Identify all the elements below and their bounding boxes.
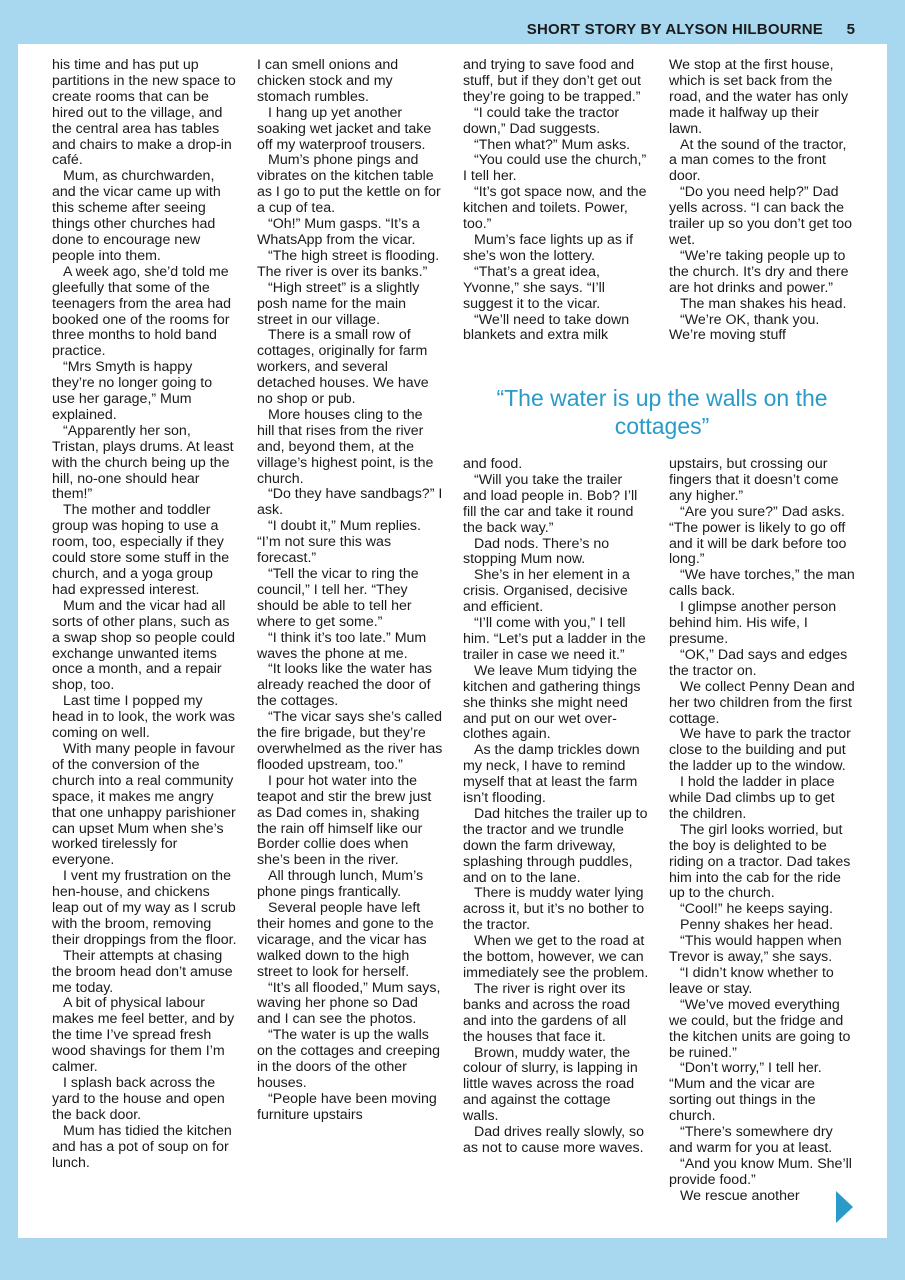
paragraph: A bit of physical labour makes me feel better, and by the time I’ve spread fresh wood shavings for them I’m calmer.	[52, 995, 235, 1076]
paragraph: “And you know Mum. She’ll provide food.”	[669, 1155, 852, 1188]
paragraph: I glimpse another person behind him. His wife, I presume.	[669, 599, 837, 647]
paragraph: “This would happen when Trevor is away,” she says.	[669, 933, 842, 966]
paragraph: We collect Penny Dean and her two children from the first cottage.	[669, 678, 855, 727]
text-column-1	[52, 58, 238, 1171]
text-column-4-bottom	[669, 457, 855, 1205]
paragraph: “Tell the vicar to ring the council,” I tell her. “They should be able to tell her where to get some.”	[257, 566, 419, 630]
paragraph: I hang up yet another soaking wet jacket and take off my waterproof trousers.	[257, 104, 432, 153]
continue-arrow-icon	[836, 1191, 853, 1223]
text-column-3-top	[463, 58, 649, 344]
paragraph: “There’s somewhere dry and warm for you at least.	[669, 1124, 833, 1156]
paragraph: and trying to save food and stuff, but if they don’t get out they’re going to be trapped.”	[463, 57, 641, 105]
paragraph: Mum’s face lights up as if she’s won the lottery.	[463, 231, 634, 264]
paragraph: “Will you take the trailer and load people in. Bob? I’ll fill the car and take it round the back way.”	[463, 471, 638, 536]
paragraph: “I could take the tractor down,” Dad suggests.	[463, 104, 620, 137]
paragraph: “The water is up the walls on the cottages and creeping in the doors of the other houses.	[257, 1027, 440, 1091]
paragraph: Their attempts at chasing the broom head don’t amuse me today.	[52, 947, 233, 996]
paragraph: With many people in favour of the conversion of the church into a real community space, it makes me angry that one unhappy parishioner can upset Mum when she’s worked tirelessly for everyone.	[52, 740, 236, 869]
paragraph: The mother and toddler group was hoping to use a room, too, especially if they could store some stuff in the church, and a yoga group had expressed interest.	[52, 502, 230, 598]
paragraph: “The high street is flooding. The river is over its banks.”	[257, 247, 440, 280]
text-column-3-bottom	[463, 457, 649, 1157]
paragraph: Mum, as churchwarden, and the vicar came up with this scheme after seeing things other churches had done to encourage new people into them.	[52, 168, 221, 264]
paragraph: We stop at the first house, which is set back from the road, and the water has only made it halfway up their lawn.	[669, 57, 849, 137]
paragraph: “I think it’s too late.” Mum waves the phone at me.	[257, 629, 427, 662]
paragraph: We rescue another	[680, 1187, 800, 1204]
paragraph: “People have been moving furniture upstairs	[257, 1090, 437, 1123]
paragraph: Last time I popped my head in to look, the work was coming on well.	[52, 693, 235, 742]
paragraph: “It looks like the water has already reached the door of the cottages.	[257, 661, 433, 710]
paragraph: As the damp trickles down my neck, I have to remind myself that at least the farm isn’t flooding.	[463, 742, 640, 807]
paragraph: “We’re OK, thank you. We’re moving stuff	[669, 311, 820, 344]
paragraph: A week ago, she’d told me gleefully that some of the teenagers from the area had booked one of the rooms for three months to hold band practice.	[52, 263, 232, 360]
paragraph: “OK,” Dad says and edges the tractor on.	[669, 646, 848, 679]
paragraph: Mum and the vicar had all sorts of other plans, such as a swap shop so people could exchange unwanted items once a month, and a repair shop, too.	[52, 597, 235, 694]
paragraph: “Do they have sandbags?” I ask.	[257, 486, 443, 519]
paragraph: I can smell onions and chicken stock and my stomach rumbles.	[257, 57, 399, 105]
paragraph: I splash back across the yard to the house and open the back door.	[52, 1075, 225, 1123]
paragraph: All through lunch, Mum’s phone pings frantically.	[257, 868, 424, 901]
paragraph: More houses cling to the hill that rises from the river and, beyond them, at the village’s highest point, is the church.	[257, 406, 434, 487]
paragraph: The river is right over its banks and across the road and into the gardens of all the houses that face it.	[463, 980, 631, 1045]
paragraph: “We’ll need to take down blankets and extra milk	[463, 311, 630, 344]
paragraph: There is muddy water lying across it, but it’s no bother to the tractor.	[463, 885, 645, 934]
paragraph: She’s in her element in a crisis. Organised, decisive and efficient.	[463, 567, 630, 616]
paragraph: I hold the ladder in place while Dad climbs up to get the children.	[669, 774, 835, 822]
paragraph: “The vicar says she’s called the fire brigade, but they’re overwhelmed as the river has flooded upstream, too.”	[257, 709, 443, 773]
paragraph: Dad hitches the trailer up to the tractor and we trundle down the farm driveway, splashing through puddles, and on to the lane.	[463, 805, 648, 886]
paragraph: Mum’s phone pings and vibrates on the kitchen table as I go to put the kettle on for a cup of tea.	[257, 152, 441, 217]
paragraph: I vent my frustration on the hen-house, and chickens leap out of my way as I scrub with the broom, removing their droppings from the floor.	[52, 868, 237, 948]
paragraph: “Mrs Smyth is happy they’re no longer going to use her garage,” Mum explained.	[52, 359, 213, 423]
paragraph: “High street” is a slightly posh name for the main street in our village.	[257, 279, 420, 328]
paragraph: There is a small row of cottages, originally for farm workers, and several detached houses. We have no shop or pub.	[257, 327, 429, 408]
paragraph: Dad nods. There’s no stopping Mum now.	[463, 535, 610, 568]
paragraph: upstairs, but crossing our fingers that it doesn’t come any higher.”	[669, 456, 839, 504]
paragraph: I pour hot water into the teapot and stir the brew just as Dad comes in, shaking the rain off himself like our Border collie does when she’s been in the river.	[257, 772, 432, 869]
paragraph: The girl looks worried, but the boy is delighted to be riding on a tractor. Dad takes him into the cab for the ride up to the church.	[669, 821, 851, 902]
paragraph: Several people have left their homes and gone to the vicarage, and the vicar has walked down to the high street to look for herself.	[257, 900, 434, 980]
paragraph: “Don’t worry,” I tell her. “Mum and the vicar are sorting out things in the church.	[669, 1060, 822, 1125]
paragraph: “It’s got space now, and the kitchen and toilets. Power, too.”	[463, 184, 647, 233]
paragraph: “I didn’t know whether to leave or stay.	[669, 965, 834, 997]
paragraph: When we get to the road at the bottom, however, we can immediately see the problem.	[463, 933, 649, 981]
paragraph: “I doubt it,” Mum replies. “I’m not sure this was forecast.”	[257, 518, 421, 567]
paragraph: At the sound of the tractor, a man comes to the front door.	[669, 136, 847, 185]
paragraph: “You could use the church,” I tell her.	[463, 152, 647, 185]
paragraph: The man shakes his head.	[680, 295, 847, 312]
paragraph: “That’s a great idea, Yvonne,” she says. “I’ll suggest it to the vicar.	[463, 263, 605, 312]
paragraph: “I’ll come with you,” I tell him. “Let’s put a ladder in the trailer in case we need it.”	[463, 615, 646, 663]
paragraph: “We’ve moved everything we could, but the fridge and the kitchen units are going to be ruined.”	[669, 996, 851, 1061]
paragraph: “We have torches,” the man calls back.	[669, 567, 855, 600]
text-column-2	[257, 58, 443, 1124]
paragraph: his time and has put up partitions in the new space to create rooms that can be hired out to the village, and the central area has tables and chairs to make a drop-in café.	[52, 57, 236, 169]
paragraph: “Oh!” Mum gasps. “It’s a WhatsApp from the vicar.	[257, 216, 420, 248]
paragraph: “Then what?” Mum asks.	[474, 136, 631, 153]
paragraph: “Apparently her son, Tristan, plays drums. At least with the church being up the hill, no-one should hear them!”	[52, 422, 234, 503]
paragraph: We leave Mum tidying the kitchen and gathering things she thinks she might need and put on our wet over-clothes again.	[463, 662, 641, 743]
paragraph: “Do you need help?” Dad yells across. “I can back the trailer up so you don’t get too wet.	[669, 184, 852, 248]
paragraph: Dad drives really slowly, so as not to cause more waves.	[463, 1124, 645, 1156]
paragraph: Brown, muddy water, the colour of slurry, is lapping in little waves across the road and against the cottage walls.	[463, 1044, 638, 1125]
paragraph: “Cool!” he keeps saying.	[680, 901, 833, 918]
paragraph: “It’s all flooded,” Mum says, waving her phone so Dad and I can see the photos.	[257, 979, 441, 1028]
paragraph: We have to park the tractor close to the building and put the ladder up to the window.	[669, 726, 851, 775]
paragraph: Penny shakes her head.	[680, 917, 834, 934]
page-number: 5	[846, 21, 855, 38]
paragraph: “Are you sure?” Dad asks. “The power is likely to go off and it will be dark before too long.”	[669, 503, 847, 568]
text-column-4-top	[669, 58, 855, 344]
story-header: SHORT STORY BY ALYSON HILBOURNE	[526, 21, 823, 38]
pull-quote: “The water is up the walls on the cottages”	[496, 385, 828, 439]
paragraph: and food.	[463, 456, 523, 472]
paragraph: “We’re taking people up to the church. It’s dry and there are hot drinks and power.”	[669, 247, 849, 296]
paragraph: Mum has tidied the kitchen and has a pot of soup on for lunch.	[52, 1122, 232, 1171]
